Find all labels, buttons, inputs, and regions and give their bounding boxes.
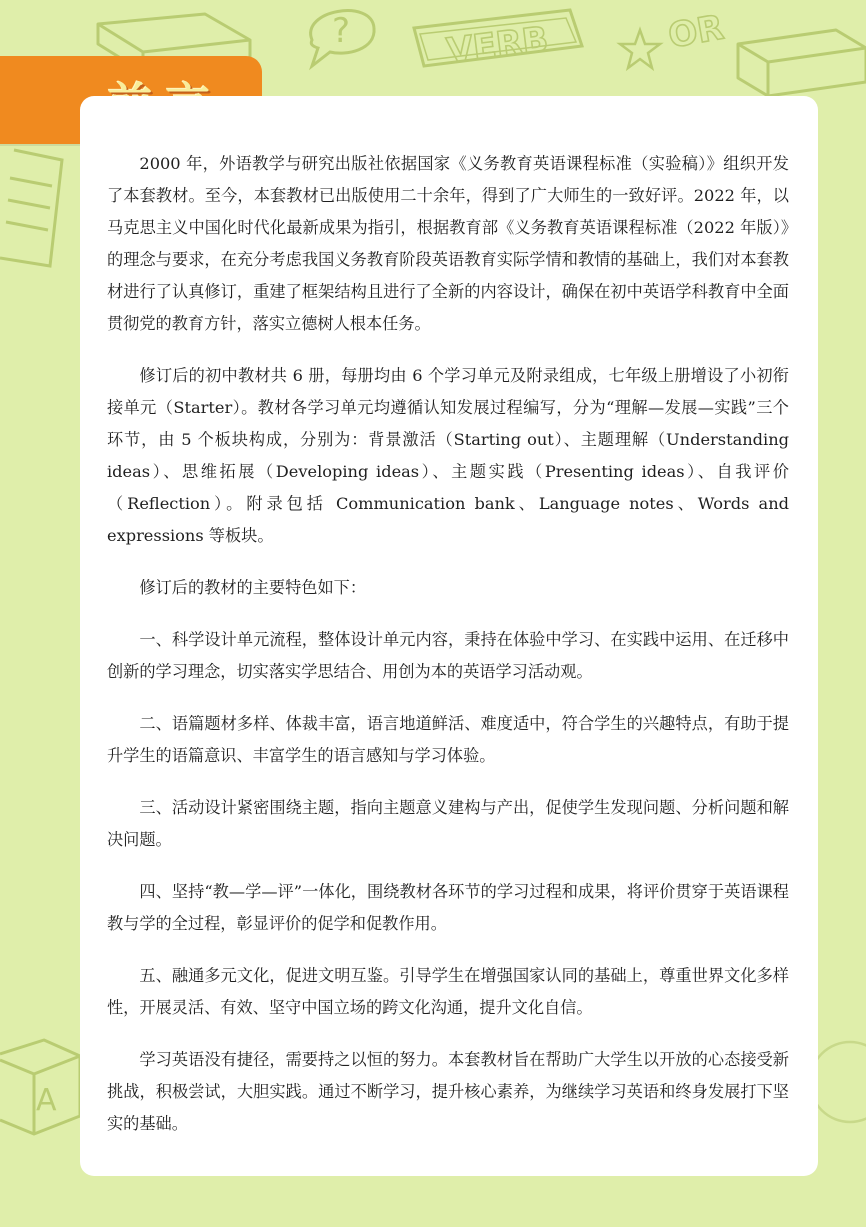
- paragraph-9: 学习英语没有捷径，需要持之以恒的努力。本套教材旨在帮助广大学生以开放的心态接受新挑战，积极尝试，大胆实践。通过不断学习，提升核心素养，为继续学习英语和终身发展打下坚实的基础。: [107, 1050, 789, 1133]
- or-word: OR: [665, 7, 727, 57]
- paragraph-5: 二、语篇题材多样、体裁丰富，语言地道鲜活、难度适中，符合学生的兴趣特点，有助于提升学生的语篇意识、丰富学生的语言感知与学习体验。: [107, 714, 789, 765]
- verb-word: VERB: [444, 19, 551, 72]
- paragraph-4: 一、科学设计单元流程，整体设计单元内容，秉持在体验中学习、在实践中运用、在迁移中创新的学习理念，切实落实学思结合、用创为本的英语学习活动观。: [107, 630, 789, 681]
- paragraph-2: 修订后的初中教材共 6 册，每册均由 6 个学习单元及附录组成，七年级上册增设了小初衔接单元（Starter）。教材各学习单元均遵循认知发展过程编写，分为“理解—发展—实践”三个环节，由 5 个板块构成，分别为：背景激活（Starting out）、主题理解（Understanding ideas）、思维拓展（Developing ideas）、主题实践（Presenting ideas）、自我评价（Reflection）。附录包括 Communication bank、Language notes、Words and expressions 等板块。: [107, 366, 789, 545]
- question-mark-glyph: ?: [332, 11, 351, 51]
- letter-a-glyph: A: [36, 1083, 57, 1118]
- paragraph-7: 四、坚持“教—学—评”一体化，围绕教材各环节的学习过程和成果，将评价贯穿于英语课程教与学的全过程，彰显评价的促学和促教作用。: [107, 882, 789, 933]
- preface-body: [107, 148, 789, 1140]
- paragraph-1: 2000 年，外语教学与研究出版社依据国家《义务教育英语课程标准（实验稿）》组织开发了本套教材。至今，本套教材已出版使用二十余年，得到了广大师生的一致好评。2022 年，以马克思主义中国化时代化最新成果为指引，根据教育部《义务教育英语课程标准（2022 年版）》的理念与要求，在充分考虑我国义务教育阶段英语教育实际学情和教情的基础上，我们对本套教材进行了认真修订，重建了框架结构且进行了全新的内容设计，确保在初中英语学科教育中全面贯彻党的教育方针，落实立德树人根本任务。: [107, 154, 789, 333]
- paragraph-6: 三、活动设计紧密围绕主题，指向主题意义建构与产出，促使学生发现问题、分析问题和解决问题。: [107, 798, 789, 849]
- paragraph-3: 修订后的教材的主要特色如下：: [139, 578, 367, 597]
- paragraph-8: 五、融通多元文化，促进文明互鉴。引导学生在增强国家认同的基础上，尊重世界文化多样性，开展灵活、有效、坚守中国立场的跨文化沟通，提升文化自信。: [107, 966, 789, 1017]
